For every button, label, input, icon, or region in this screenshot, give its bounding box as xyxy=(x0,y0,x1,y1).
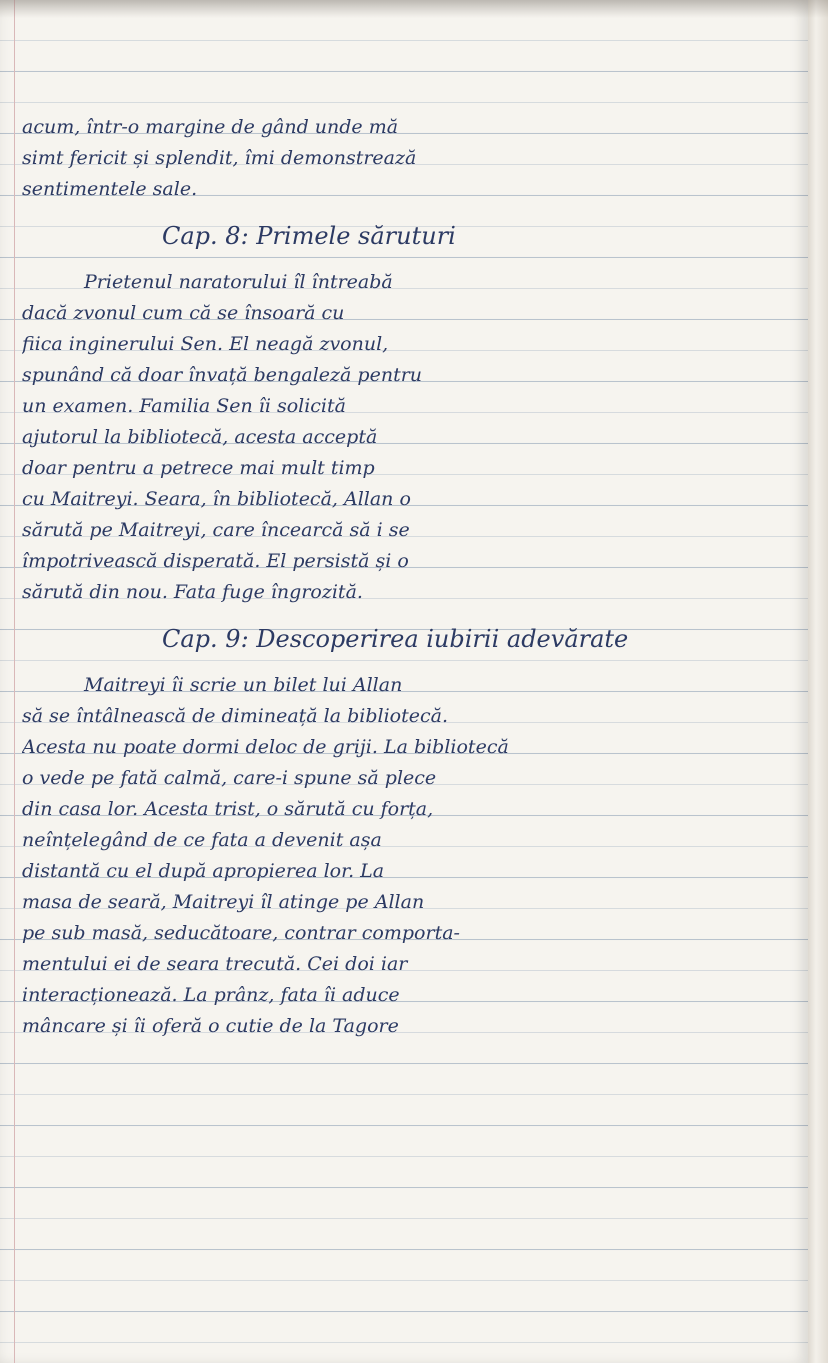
chapter9-paragraph xyxy=(22,670,802,1042)
chapter8-heading: Cap. 8: Primele săruturi xyxy=(162,222,456,250)
chapter8-line: sărută pe Maitreyi, care încearcă să i se xyxy=(22,519,410,541)
intro-line: acum, într-o margine de gând unde mă xyxy=(22,116,399,138)
chapter8-line: cu Maitreyi. Seara, în bibliotecă, Allan o xyxy=(22,488,411,510)
page-shadow xyxy=(0,0,828,18)
chapter9-line: să se întâlnească de dimineață la bibliotecă. xyxy=(22,705,448,727)
page-edge xyxy=(808,0,828,1363)
chapter9-line: pe sub masă, seducătoare, contrar comporta- xyxy=(22,922,460,944)
chapter8-line: doar pentru a petrece mai mult timp xyxy=(22,457,375,479)
intro-line: sentimentele sale. xyxy=(22,178,198,200)
chapter9-line: din casa lor. Acesta trist, o sărută cu forța, xyxy=(22,798,434,820)
chapter8-line: spunând că doar învață bengaleză pentru xyxy=(22,364,423,386)
chapter8-line: dacă zvonul cum că se însoară cu xyxy=(22,302,345,324)
chapter8-line: fiica inginerului Sen. El neagă zvonul, xyxy=(22,333,389,355)
chapter8-line: Prietenul naratorului îl întreabă xyxy=(84,271,393,293)
chapter9-line: o vede pe fată calmă, care-i spune să plece xyxy=(22,767,437,789)
chapter9-line: neînțelegând de ce fata a devenit așa xyxy=(22,829,382,851)
chapter8-line: ajutorul la bibliotecă, acesta acceptă xyxy=(22,426,378,448)
chapter9-line: mâncare și îi oferă o cutie de la Tagore xyxy=(22,1015,399,1037)
chapter9-line: mentului ei de seara trecută. Cei doi iar xyxy=(22,953,408,975)
chapter9-line: Maitreyi îi scrie un bilet lui Allan xyxy=(84,674,403,696)
handwritten-text xyxy=(22,112,802,1042)
chapter9-line: Acesta nu poate dormi deloc de griji. La bibliotecă xyxy=(22,736,509,758)
chapter9-line: masa de seară, Maitreyi îl atinge pe Allan xyxy=(22,891,425,913)
chapter8-line: împotrivească disperată. El persistă și o xyxy=(22,550,409,572)
chapter8-line: un examen. Familia Sen îi solicită xyxy=(22,395,346,417)
intro-line: simt fericit și splendit, îmi demonstrează xyxy=(22,147,417,169)
chapter8-paragraph xyxy=(22,267,802,608)
chapter9-line: distantă cu el după apropierea lor. La xyxy=(22,860,385,882)
chapter9-heading: Cap. 9: Descoperirea iubirii adevărate xyxy=(162,625,629,653)
margin-line xyxy=(14,0,15,1363)
chapter9-line: interacționează. La prânz, fata îi aduce xyxy=(22,984,400,1006)
intro-paragraph xyxy=(22,112,802,205)
chapter8-line: sărută din nou. Fata fuge îngrozită. xyxy=(22,581,363,603)
